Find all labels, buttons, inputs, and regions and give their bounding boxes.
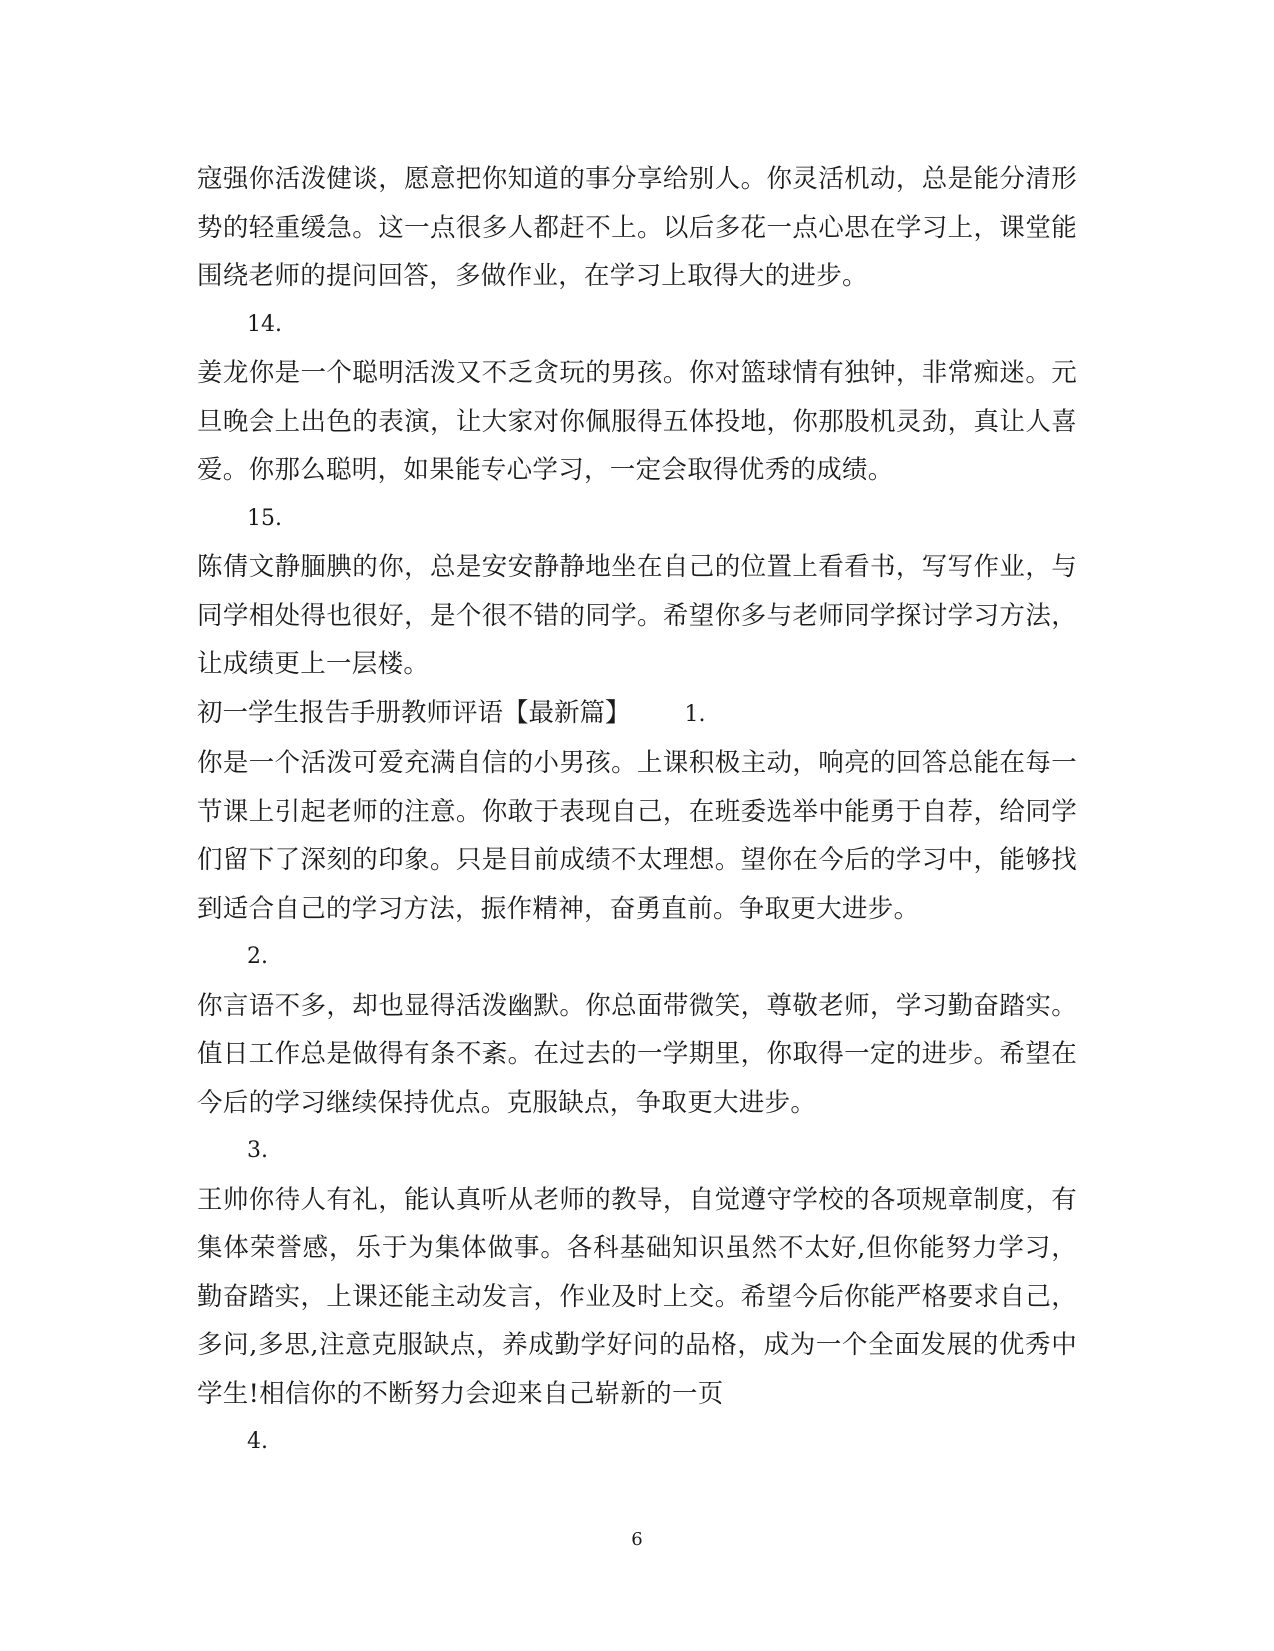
item-number: 4.: [247, 1429, 268, 1454]
page-number: 6: [631, 1529, 643, 1550]
section-heading-text: 初一学生报告手册教师评语【最新篇】: [197, 697, 631, 728]
comment-paragraph: 陈倩文静腼腆的你，总是安安静静地坐在自己的位置上看看书，写写作业，与同学相处得也很好，是个很不错的同学。希望你多与老师同学探讨学习方法，让成绩更上一层楼。: [197, 552, 1077, 679]
comment-paragraph: 寇强你活泼健谈，愿意把你知道的事分享给别人。你灵活机动，总是能分清形势的轻重缓急。这一点很多人都赶不上。以后多花一点心思在学习上，课堂能围绕老师的提问回答，多做作业，在学习上取得大的进步。: [197, 164, 1077, 291]
item-number: 1.: [684, 701, 706, 727]
section-heading: [197, 689, 1077, 740]
item-number: 3.: [247, 1138, 268, 1163]
comment-paragraph: 王帅你待人有礼，能认真听从老师的教导，自觉遵守学校的各项规章制度，有集体荣誉感，乐于为集体做事。各科基础知识虽然不太好,但你能努力学习，勤奋踏实，上课还能主动发言，作业及时上交。希望今后你能严格要求自己，多问,多思,注意克服缺点，养成勤学好问的品格，成为一个全面发展的优秀中学生!相信你的不断努力会迎来自己崭新的一页: [197, 1184, 1077, 1409]
comment-paragraph: 你是一个活泼可爱充满自信的小男孩。上课积极主动，响亮的回答总能在每一节课上引起老师的注意。你敢于表现自己，在班委选举中能勇于自荐，给同学们留下了深刻的印象。只是目前成绩不太理想。望你在今后的学习中，能够找到适合自己的学习方法，振作精神，奋勇直前。争取更大进步。: [197, 748, 1077, 924]
comment-paragraph: 你言语不多，却也显得活泼幽默。你总面带微笑，尊敬老师，学习勤奋踏实。值日工作总是做得有条不紊。在过去的一学期里，你取得一定的进步。希望在今后的学习继续保持优点。克服缺点，争取更大进步。: [197, 990, 1077, 1118]
item-number: 15.: [247, 505, 282, 531]
comment-paragraph: 姜龙你是一个聪明活泼又不乏贪玩的男孩。你对篮球情有独钟，非常痴迷。元旦晚会上出色的表演，让大家对你佩服得五体投地，你那股机灵劲，真让人喜爱。你那么聪明，如果能专心学习，一定会取得优秀的成绩。: [197, 358, 1077, 485]
page-body: [197, 155, 1077, 1467]
item-number: 14.: [247, 311, 282, 337]
item-number: 2.: [247, 944, 268, 969]
